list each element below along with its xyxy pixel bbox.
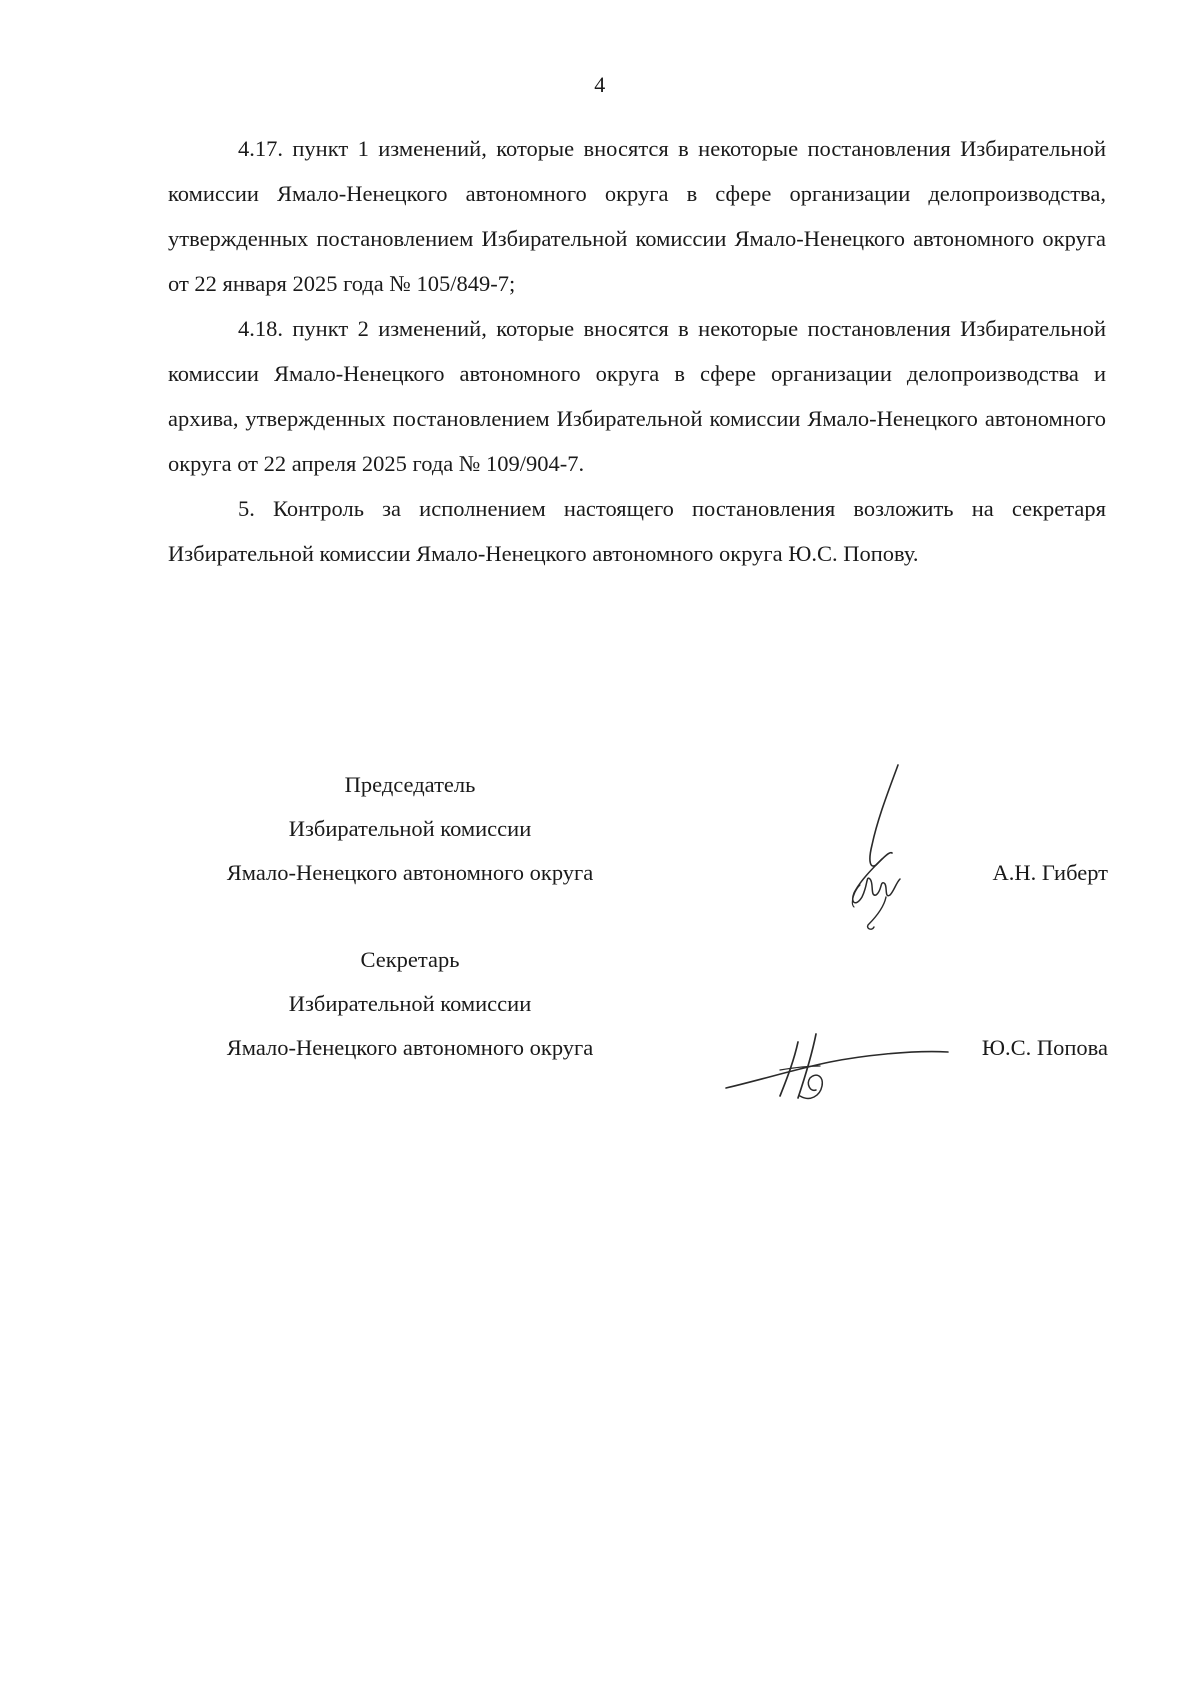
chairman-signature-block bbox=[0, 763, 1200, 903]
paragraph-4-17: 4.17. пункт 1 изменений, которые вносятся в некоторые постановления Избирательной комиссии Ямало-Ненецкого автономного округа в сфере организации делопроизводства, утвержденных постановлением Избирательной комиссии Ямало-Ненецкого автономного округа от 22 января 2025 года № 105/849-7; bbox=[168, 136, 1106, 296]
chairman-title bbox=[160, 763, 660, 895]
chairman-name: А.Н. Гиберт bbox=[992, 860, 1108, 885]
secretary-handwritten-signature-icon bbox=[720, 1012, 960, 1122]
document-body bbox=[168, 126, 1106, 576]
secretary-signature-block bbox=[0, 938, 1200, 1078]
page-number: 4 bbox=[594, 72, 606, 97]
chairman-position: Председатель bbox=[344, 772, 476, 797]
secretary-title bbox=[160, 938, 660, 1070]
chairman-region: Ямало-Ненецкого автономного округа bbox=[226, 860, 594, 885]
secretary-name: Ю.С. Попова bbox=[981, 1035, 1108, 1060]
chairman-organization: Избирательной комиссии bbox=[288, 816, 532, 841]
chairman-handwritten-signature-icon bbox=[820, 757, 930, 947]
secretary-region: Ямало-Ненецкого автономного округа bbox=[226, 1035, 594, 1060]
secretary-position: Секретарь bbox=[360, 947, 460, 972]
secretary-organization: Избирательной комиссии bbox=[288, 991, 532, 1016]
paragraph-5: 5. Контроль за исполнением настоящего постановления возложить на секретаря Избирательной комиссии Ямало-Ненецкого автономного округа Ю.С. Попову. bbox=[168, 496, 1106, 566]
paragraph-4-18: 4.18. пункт 2 изменений, которые вносятся в некоторые постановления Избирательной комиссии Ямало-Ненецкого автономного округа в сфере организации делопроизводства и архива, утвержденных постановлением Избирательной комиссии Ямало-Ненецкого автономного округа от 22 апреля 2025 года № 109/904-7. bbox=[168, 316, 1106, 476]
